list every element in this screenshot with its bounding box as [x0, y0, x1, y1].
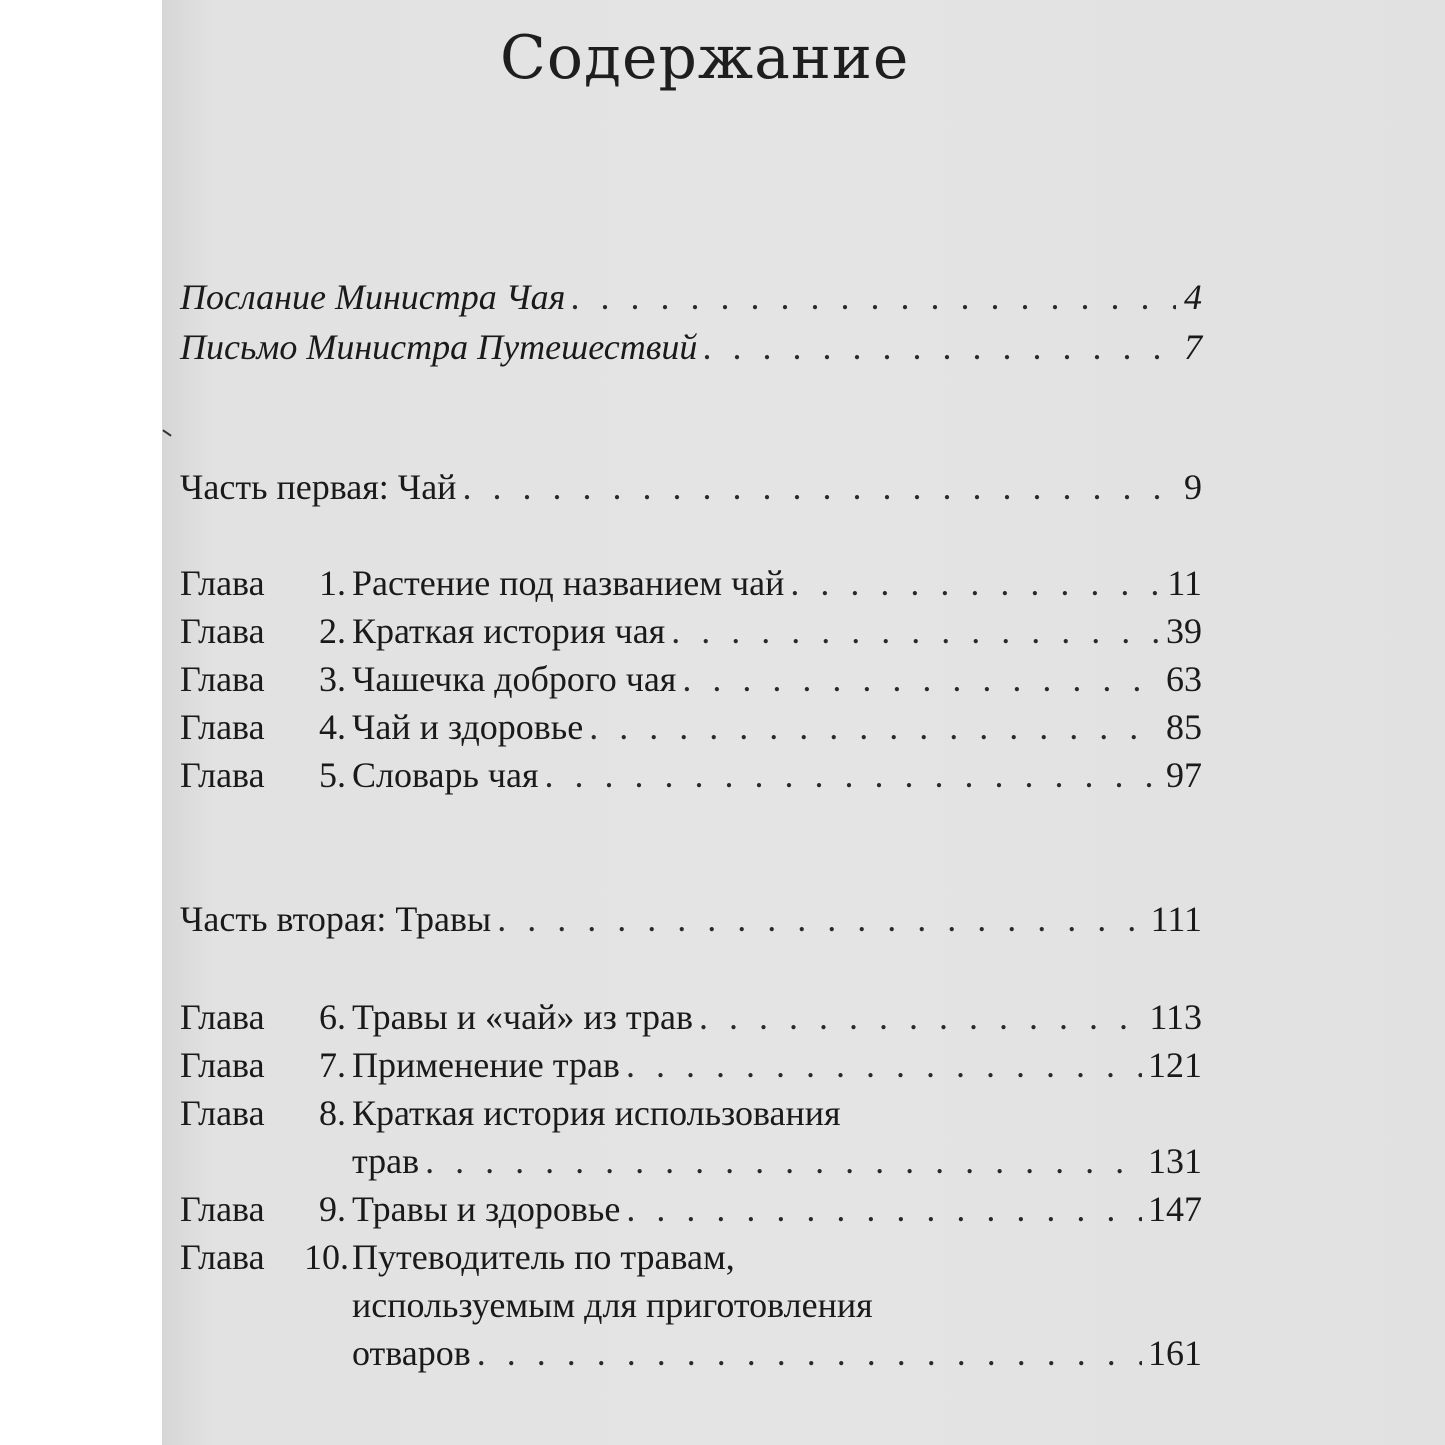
toc-chapter-2	[180, 610, 1202, 658]
page-number: 63	[1166, 659, 1202, 699]
chapter-title: Травы и «чай» из трав	[352, 997, 694, 1037]
chapter-label: Глава	[180, 1189, 265, 1229]
toc-chapter-10-continuation-1	[180, 1284, 1202, 1332]
chapter-number: 3.	[319, 659, 346, 699]
page-title: Содержание	[500, 23, 910, 93]
chapter-number: 1.	[319, 563, 346, 603]
chapter-title: Чашечка доброго чая	[352, 659, 677, 699]
page-number: 161	[1148, 1333, 1202, 1373]
dot-leader	[497, 898, 1144, 940]
toc-chapter-8	[180, 1092, 1202, 1140]
chapter-label: Глава	[180, 755, 265, 795]
page-number: 113	[1149, 997, 1202, 1037]
dot-leader	[589, 706, 1160, 748]
toc-entry-intro-2	[180, 326, 1202, 374]
chapter-number: 8.	[319, 1093, 346, 1133]
chapter-number: 10.	[304, 1237, 349, 1277]
page-mark	[162, 429, 171, 436]
chapter-number: 9.	[319, 1189, 346, 1229]
book-page	[162, 0, 1445, 1445]
toc-chapter-8-continuation	[180, 1140, 1202, 1188]
chapter-title: Применение трав	[352, 1045, 620, 1085]
dot-leader	[571, 276, 1176, 318]
chapter-title: Путеводитель по травам,	[352, 1237, 735, 1277]
chapter-number: 5.	[319, 755, 346, 795]
chapter-label: Глава	[180, 707, 265, 747]
dot-leader	[626, 1188, 1142, 1230]
toc-chapter-5	[180, 754, 1202, 802]
part-title: Часть вторая: Травы	[180, 899, 492, 939]
chapter-number: 4.	[319, 707, 346, 747]
page-number: 39	[1166, 611, 1202, 651]
page-number: 111	[1150, 899, 1202, 939]
dot-leader	[699, 996, 1143, 1038]
chapter-label: Глава	[180, 563, 265, 603]
dot-leader	[462, 466, 1176, 508]
page-number: 9	[1184, 467, 1202, 507]
toc-chapter-7	[180, 1044, 1202, 1092]
chapter-label: Глава	[180, 1237, 265, 1277]
chapter-label: Глава	[180, 611, 265, 651]
toc-part-1	[180, 466, 1202, 514]
page-number: 147	[1148, 1189, 1202, 1229]
chapter-label: Глава	[180, 1045, 265, 1085]
chapter-label: Глава	[180, 997, 265, 1037]
dot-leader	[671, 610, 1160, 652]
toc-chapter-1	[180, 562, 1202, 610]
dot-leader	[790, 562, 1161, 604]
toc-chapter-9	[180, 1188, 1202, 1236]
page-number: 4	[1184, 277, 1202, 317]
chapter-number: 6.	[319, 997, 346, 1037]
toc-chapter-3	[180, 658, 1202, 706]
chapter-label: Глава	[180, 1093, 265, 1133]
chapter-title: Чай и здоровье	[352, 707, 584, 747]
chapter-title: Словарь чая	[352, 755, 539, 795]
dot-leader	[682, 658, 1160, 700]
chapter-title: Травы и здоровье	[352, 1189, 621, 1229]
dot-leader	[425, 1140, 1142, 1182]
chapter-number: 2.	[319, 611, 346, 651]
dot-leader	[626, 1044, 1142, 1086]
part-title: Часть первая: Чай	[180, 467, 457, 507]
toc-chapter-10	[180, 1236, 1202, 1284]
chapter-number: 7.	[319, 1045, 346, 1085]
toc-chapter-10-continuation-2	[180, 1332, 1202, 1380]
page-number: 131	[1148, 1141, 1202, 1181]
chapter-title: Растение под названием чай	[352, 563, 785, 603]
toc-entry-intro-1	[180, 276, 1202, 324]
page-number: 7	[1184, 327, 1202, 367]
dot-leader	[703, 326, 1176, 368]
toc-part-2	[180, 898, 1202, 946]
entry-title: Послание Министра Чая	[180, 277, 566, 317]
toc-chapter-4	[180, 706, 1202, 754]
page-number: 11	[1167, 563, 1202, 603]
dot-leader	[545, 754, 1160, 796]
page-number: 97	[1166, 755, 1202, 795]
entry-title: Письмо Министра Путешествий	[180, 327, 698, 367]
toc-chapter-6	[180, 996, 1202, 1044]
chapter-title: Краткая история чая	[352, 611, 666, 651]
chapter-title: Краткая история использования	[352, 1093, 841, 1133]
chapter-title-cont: используемым для приготовления	[352, 1285, 873, 1325]
chapter-title-cont: трав	[352, 1141, 420, 1181]
page-number: 121	[1148, 1045, 1202, 1085]
chapter-title-cont: отваров	[352, 1333, 471, 1373]
page-number: 85	[1166, 707, 1202, 747]
dot-leader	[477, 1332, 1142, 1374]
chapter-label: Глава	[180, 659, 265, 699]
